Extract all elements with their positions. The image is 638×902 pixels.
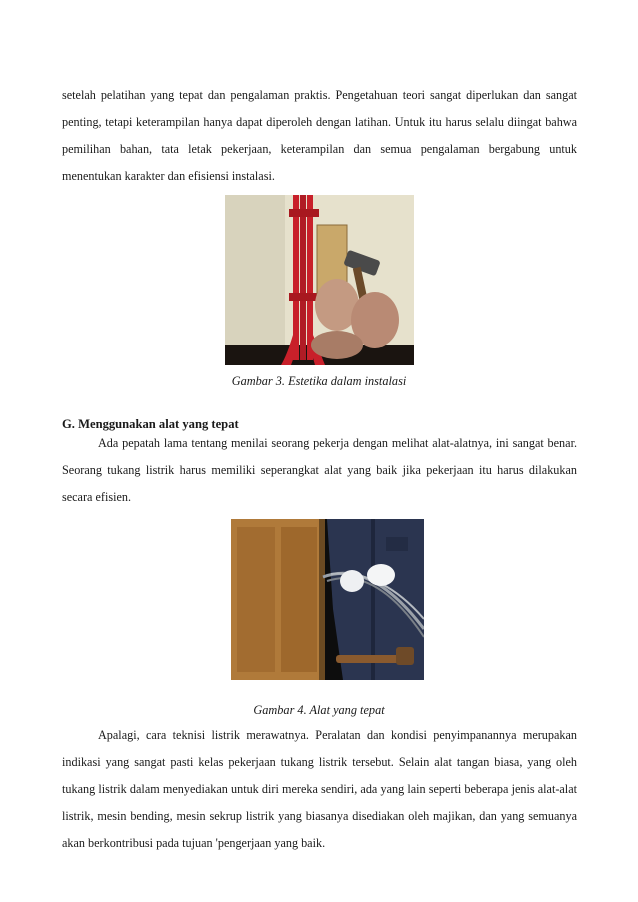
figure-4-image: [231, 519, 424, 680]
figure-4-photo: [231, 519, 424, 680]
figure-3-image: [225, 195, 414, 365]
figure-4-caption: Gambar 4. Alat yang tepat: [253, 703, 385, 717]
section-heading: G. Menggunakan alat yang tepat: [62, 417, 239, 431]
figure-3-caption: Gambar 3. Estetika dalam instalasi: [231, 374, 407, 388]
figure-3-photo: [225, 195, 414, 365]
paragraph-2: Ada pepatah lama tentang menilai seorang pekerja dengan melihat alat-alatnya, ini sangat benar. Seorang tukang listrik harus memiliki seperangkat alat yang baik jika pekerjaan itu harus dilakukan secara efisien.: [62, 436, 577, 504]
paragraph-3: Apalagi, cara teknisi listrik merawatnya. Peralatan dan kondisi penyimpanannya merupakan indikasi yang sangat pasti kelas pekerjaan tukang listrik tersebut. Selain alat tangan biasa, yang oleh tukang listrik dalam menyediakan untuk diri mereka sendiri, ada yang lain seperti beberapa jenis alat-alat listrik, mesin bending, mesin sekrup listrik yang biasanya disediakan oleh majikan, dan yang semuanya akan berkontribusi pada tujuan 'pengerjaan yang baik.: [62, 728, 577, 850]
paragraph-1: setelah pelatihan yang tepat dan pengalaman praktis. Pengetahuan teori sangat diperlukan dan sangat penting, tetapi keterampilan hanya dapat diperoleh dengan latihan. Untuk itu harus selalu diingat bahwa pemilihan bahan, tata letak pekerjaan, keterampilan dan semua pengalaman bergabung untuk menentukan karakter dan efisiensi instalasi.: [62, 88, 577, 183]
